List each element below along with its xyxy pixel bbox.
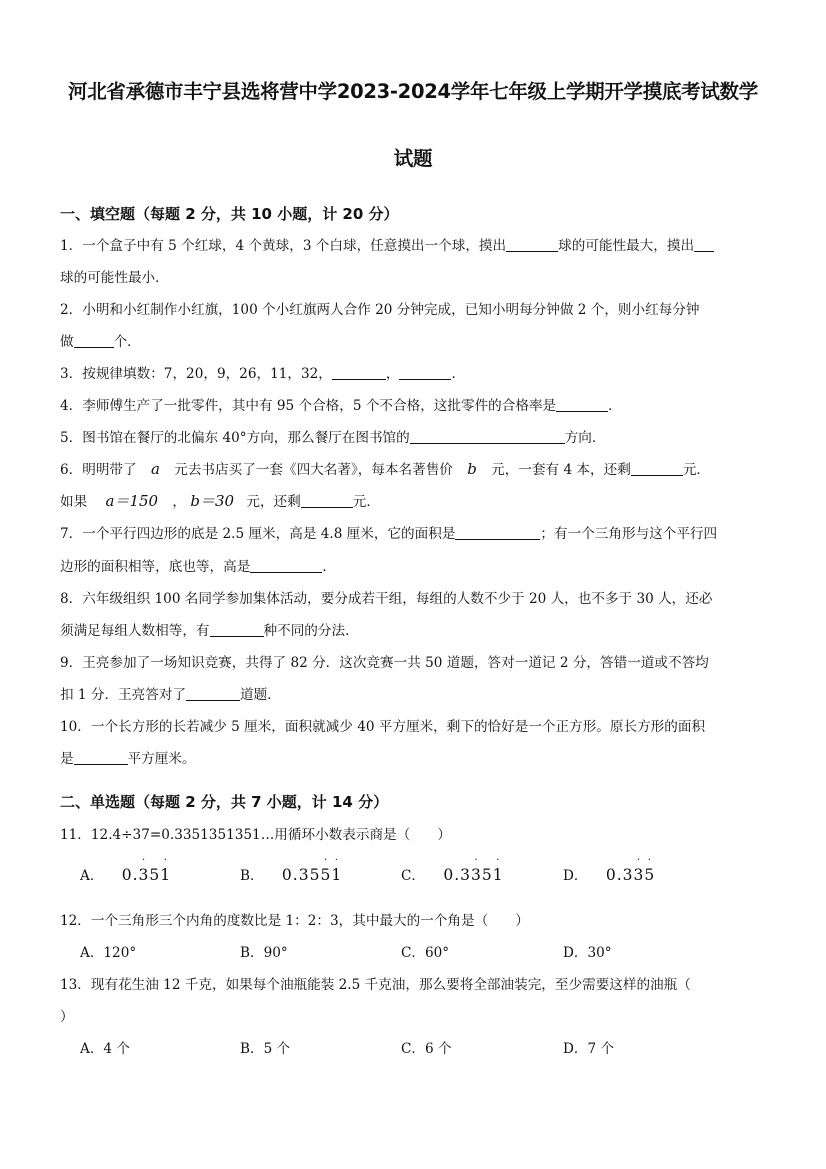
option-11-a[interactable]: A． 0.3 ˙51 ˙ [80,864,171,884]
page-title-continued: 试题 [393,147,433,170]
answer-blank[interactable] [506,237,558,252]
option-11-b[interactable]: B． 0.355 ˙1 ˙ [240,864,342,884]
option-12-d[interactable]: D．30° [563,945,612,961]
question-2-line-1: 2．小明和小红制作小红旗，100 个小红旗两人合作 20 分钟完成，已知小明每分钟做 2 个，则小红每分钟 [60,302,700,318]
equation-a: a＝150 [105,492,159,510]
option-11-d[interactable]: D． 0.33 ˙5 ˙ [563,864,655,884]
answer-blank[interactable] [74,750,128,765]
question-13-stem: 13．现有花生油 12 千克，如果每个油瓶能装 2.5 千克油，那么要将全部油装完，至少需要这样的油瓶（ [60,977,691,993]
answer-blank[interactable] [556,397,608,412]
option-12-c[interactable]: C．60° [401,945,450,961]
question-6-line-1: 6．明明带了 a 元去书店买了一套《四大名著》，每本名著售价 b 元，一套有 4 本，还剩 元． [60,460,710,478]
question-9-line-2: 扣 1 分．王亮答对了 道题． [60,687,281,703]
answer-blank[interactable] [186,686,240,701]
answer-blank[interactable] [74,333,114,348]
option-value: 0.355 ˙1 ˙ [282,866,342,884]
answer-blank[interactable] [455,525,540,540]
option-value: 0.33 ˙5 ˙ [606,866,655,884]
option-13-d[interactable]: D．7 个 [563,1041,615,1057]
option-13-c[interactable]: C．6 个 [401,1041,452,1057]
variable-a: a [150,460,160,478]
page-title: 河北省承德市丰宁县选将营中学2023-2024学年七年级上学期开学摸底考试数学 [68,80,758,103]
question-10-line-2: 是 平方厘米。 [60,751,196,767]
question-12-stem: 12．一个三角形三个内角的度数比是 1：2：3，其中最大的一个角是（ ） [60,913,529,929]
question-11-stem: 11．12.4÷37=0.3351351351…用循环小数表示商是（ ） [60,827,452,843]
answer-blank[interactable] [250,558,322,573]
question-2-line-2: 做 个． [60,334,141,350]
variable-b: b [467,460,477,478]
question-1-line-1: 1．一个盒子中有 5 个红球，4 个黄球，3 个白球，任意摸出一个球，摸出 球的可能性最大，摸出 [60,234,714,254]
question-5: 5．图书馆在餐厅的北偏东 40°方向，那么餐厅在图书馆的 方向． [60,430,606,446]
answer-blank[interactable] [694,237,714,252]
question-4: 4．李师傅生产了一批零件，其中有 95 个合格，5 个不合格，这批零件的合格率是 ． [60,398,622,414]
option-12-b[interactable]: B．90° [240,945,288,961]
question-9-line-1: 9．王亮参加了一场知识竞赛，共得了 82 分．这次竞赛一共 50 道题，答对一道记 2 分，答错一道或不答均 [60,655,709,671]
answer-blank[interactable] [210,622,264,637]
question-13-stem-end: ） [60,1009,74,1025]
option-value: 0.33 ˙51 ˙ [443,866,503,884]
answer-blank[interactable] [301,493,353,508]
option-12-a[interactable]: A．120° [80,945,137,961]
question-1-line-2: 球的可能性最小． [60,270,169,286]
section-heading-fill-in: 一、填空题（每题 2 分，共 10 小题，计 20 分） [60,205,399,223]
option-13-a[interactable]: A．4 个 [80,1041,130,1057]
question-7-line-1: 7．一个平行四边形的底是 2.5 厘米，高是 4.8 厘米，它的面积是 ；有一个三角形与这个平行四 [60,526,718,542]
option-11-c[interactable]: C． 0.33 ˙51 ˙ [401,864,504,884]
equation-b: b＝30 [190,492,235,510]
question-8-line-1: 8．六年级组织 100 名同学参加集体活动，要分成若干组，每组的人数不少于 20 人，也不多于 30 人，还必 [60,591,713,607]
question-3: 3．按规律填数：7，20，9，26，11，32， ， ． [60,366,466,382]
question-7-line-2: 边形的面积相等，底也等，高是 ． [60,559,336,575]
answer-blank[interactable] [631,461,683,476]
answer-blank[interactable] [399,365,451,380]
section-heading-single-choice: 二、单选题（每题 2 分，共 7 小题，计 14 分） [60,793,389,811]
answer-blank[interactable] [332,365,386,380]
question-10-line-1: 10．一个长方形的长若减少 5 厘米，面积就减少 40 平方厘米，剩下的恰好是一个正方形。原长方形的面积 [60,719,706,735]
answer-blank[interactable] [410,429,565,444]
question-6-line-2: 如果 a＝150 ， b＝30 元，还剩 元． [60,492,380,510]
option-value: 0.3 ˙51 ˙ [122,866,171,884]
option-13-b[interactable]: B．5 个 [240,1041,291,1057]
question-8-line-2: 须满足每组人数相等，有 种不同的分法． [60,623,359,639]
